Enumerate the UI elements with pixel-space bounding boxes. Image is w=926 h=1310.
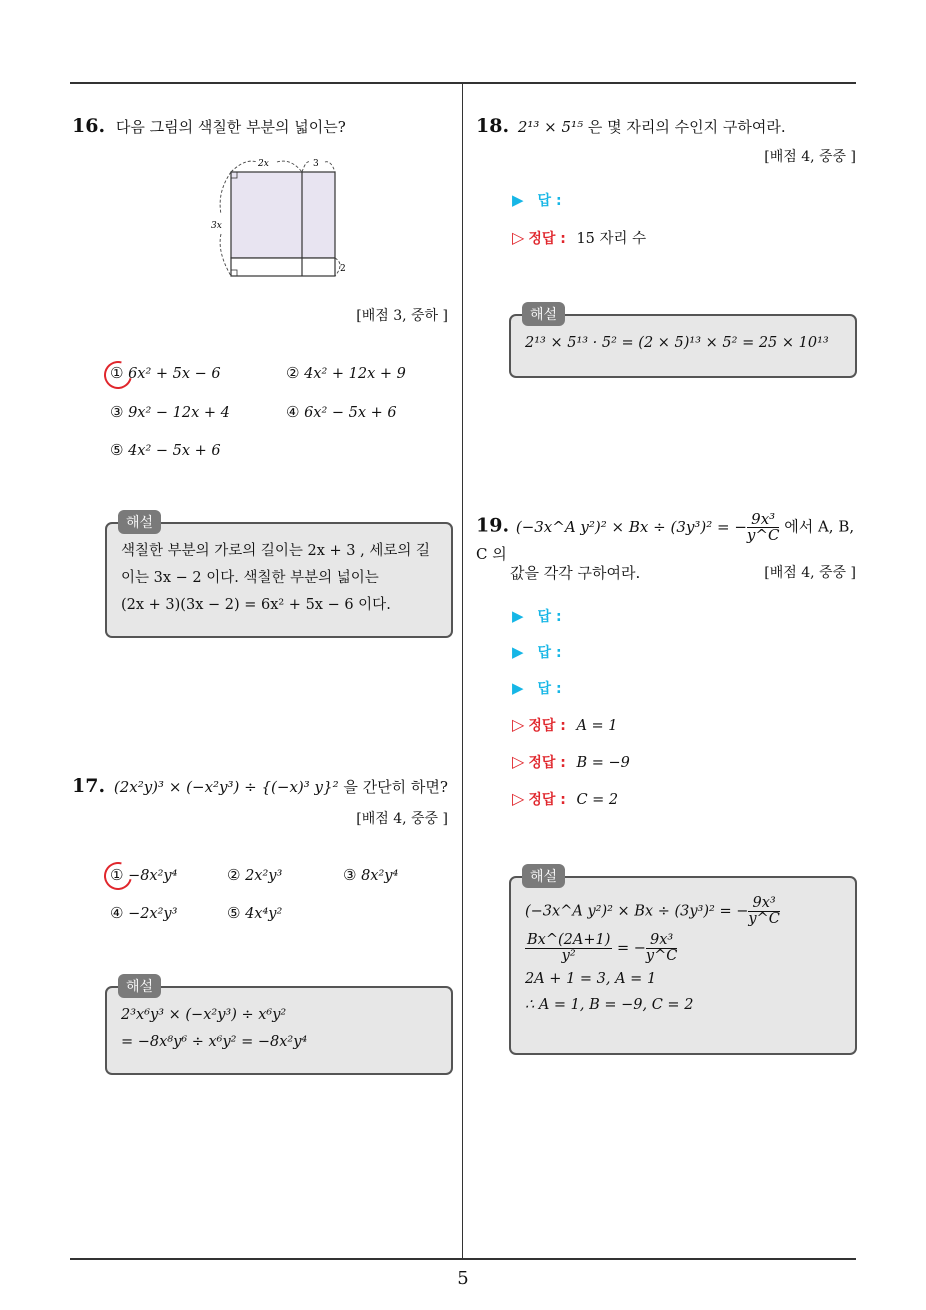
q19-text-line2: 값을 각각 구하여라. [510,564,641,582]
q19-explain-tag: 해설 [522,864,565,888]
q19-text: 에서 A, B, C 의 [476,517,855,563]
q16-score: [배점 3, 중하 ] [356,308,448,324]
outline-triangle-icon: ▷ [512,752,525,771]
label-2x: 2x [258,159,269,169]
q17-choice-1[interactable]: ① −8x²y⁴ [110,866,178,884]
q16-choice-4[interactable]: ④ 6x² − 5x + 6 [286,403,397,421]
q17-explanation [105,986,453,1075]
q16-explain-line: 색칠한 부분의 가로의 길이는 2x + 3 , 세로의 길 [121,543,430,559]
q19-answer-row-2[interactable]: ▶ 답 : [512,643,562,661]
q19-explain-line: (−3x^A y²)² × Bx ÷ (3y³)² = − $\frac{\text{9x³}}{y\^{}C}$ [525,895,780,927]
q16-choice-2[interactable]: ② 4x² + 12x + 9 [286,364,406,382]
q17-choice-2[interactable]: ② 2x²y³ [227,866,283,884]
q17-expr: (2x²y)³ × (−x²y³) ÷ {(−x)³ y}² [113,778,339,796]
q19-score: [배점 4, 중중 ] [764,565,856,581]
q17-text: 을 간단히 하면? [338,778,448,796]
q17-explain-line: = −8x⁸y⁶ ÷ x⁶y² = −8x²y⁴ [121,1034,308,1050]
q19-number: 19. [476,514,510,537]
q16-explanation [105,522,453,638]
play-triangle-icon: ▶ [512,679,524,697]
q19-explain-line: $\frac{Bx\^{}(2A+1)}{\text{y²}}$ = − $\frac{\text{9x³}}{y\^{}C}$ [527,932,678,964]
q19-answer-row-1[interactable]: ▶ 답 : [512,607,562,625]
page-number: 5 [457,1268,469,1289]
play-triangle-icon: ▶ [512,643,524,661]
play-triangle-icon: ▶ [512,191,524,209]
unshaded-strip [231,258,335,276]
q16-explain-line: (2x + 3)(3x − 2) = 6x² + 5x − 6 이다. [121,597,391,613]
q17-choice-3[interactable]: ③ 8x²y⁴ [343,866,399,884]
q19-answer-row-3[interactable]: ▶ 답 : [512,679,562,697]
q17-explain-line: 2³x⁶y³ × (−x²y³) ÷ x⁶y² [121,1007,287,1023]
q16-choice-5[interactable]: ⑤ 4x² − 5x + 6 [110,441,221,459]
q18-explain-line: 2¹³ × 5¹³ · 5² = (2 × 5)¹³ × 5² = 25 × 10¹³ [525,335,829,351]
q17-choice-4[interactable]: ④ −2x²y³ [110,904,178,922]
q19-correct-row-1: ▷ 정답 : A = 1 [512,715,618,734]
bottom-rule [70,1258,856,1260]
q18-expr: 2¹³ × 5¹⁵ [517,118,584,136]
q16-number: 16. [72,115,106,137]
q18-answer-row[interactable]: ▶ 답 : [512,191,562,209]
q19-explain-line: ∴ A = 1, B = −9, C = 2 [525,997,694,1013]
top-rule [70,82,856,84]
outline-triangle-icon: ▷ [512,715,525,734]
q18-explain-tag: 해설 [522,302,565,326]
label-2: 2 [340,264,346,274]
q17-score: [배점 4, 중중 ] [356,811,448,827]
q19-expr: (−3x^A y²)² × Bx ÷ (3y³)² = − [515,517,747,536]
play-triangle-icon: ▶ [512,607,524,625]
shaded-region [231,172,335,258]
q17-explain-tag: 해설 [118,974,161,998]
label-3: 3 [313,159,319,169]
q18-score: [배점 4, 중중 ] [764,149,856,165]
q19-correct-row-3: ▷ 정답 : C = 2 [512,789,619,808]
q16-text: 다음 그림의 색칠한 부분의 넓이는? [115,118,346,136]
q18-header [476,115,786,137]
label-3x: 3x [211,221,222,231]
q16-header [72,115,346,137]
q16-choice-1[interactable]: ① 6x² + 5x − 6 [110,364,221,382]
q17-choice-5[interactable]: ⑤ 4x⁴y² [227,904,283,922]
q16-figure [205,152,355,282]
q16-choice-3[interactable]: ③ 9x² − 12x + 4 [110,403,230,421]
outline-triangle-icon: ▷ [512,228,525,247]
q19-explanation [509,876,857,1055]
q19-correct-row-2: ▷ 정답 : B = −9 [512,752,630,771]
q18-correct-value: 15 자리 수 [576,231,647,247]
q17-number: 17. [72,775,106,797]
q17-header [72,775,452,797]
outline-triangle-icon: ▷ [512,789,525,808]
q16-explain-line: 이는 3x − 2 이다. 색칠한 부분의 넓이는 [121,570,379,586]
q19-header [476,512,860,564]
q18-text: 은 몇 자리의 수인지 구하여라. [583,118,786,136]
q19-fraction: $\frac{\text{9x³}}{y\^{}C}$ [746,510,780,544]
q19-explain-line: 2A + 1 = 3, A = 1 [525,971,657,987]
q18-correct-row: ▷ 정답 : 15 자리 수 [512,228,647,247]
column-divider [462,83,463,1259]
q16-explain-tag: 해설 [118,510,161,534]
q18-number: 18. [476,115,510,137]
